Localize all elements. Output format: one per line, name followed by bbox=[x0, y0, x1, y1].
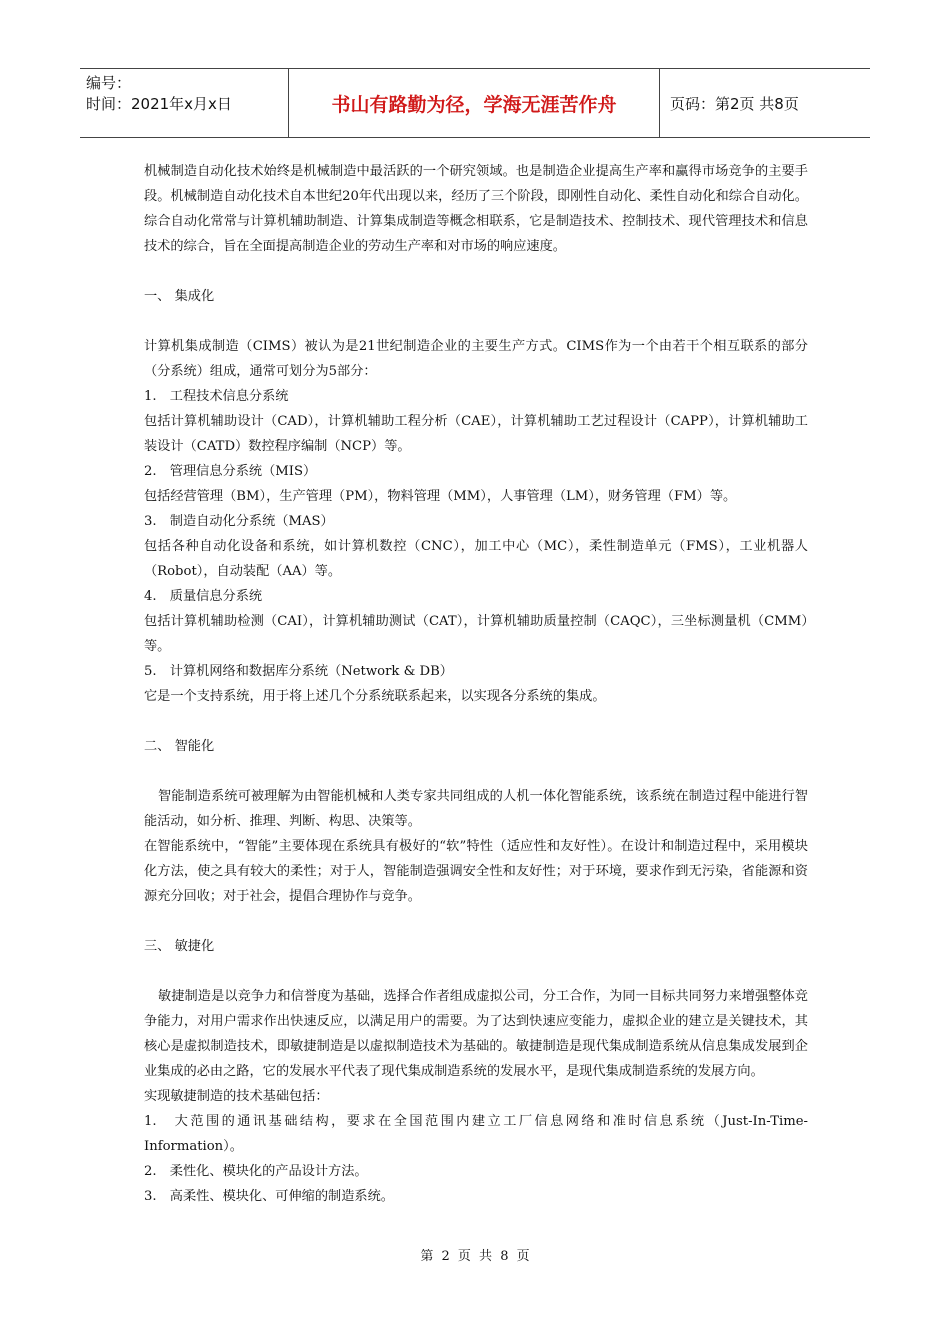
header-page-number: 页码：第2页 共8页 bbox=[670, 94, 799, 113]
list-item-description: 包括计算机辅助检测（CAI），计算机辅助测试（CAT），计算机辅助质量控制（CAQC），三坐标测量机（CMM）等。 bbox=[144, 614, 808, 654]
list-item: 2. 柔性化、模块化的产品设计方法。 bbox=[144, 1164, 368, 1179]
section-heading-integration: 一、 集成化 bbox=[144, 289, 215, 304]
cims-intro-paragraph: 计算机集成制造（CIMS）被认为是21世纪制造企业的主要生产方式。CIMS作为一个由若干个相互联系的部分（分系统）组成，通常可划分为5部分： bbox=[144, 339, 808, 379]
list-item-title: 5. 计算机网络和数据库分系统（Network & DB） bbox=[144, 664, 453, 679]
list-item-description: 包括各种自动化设备和系统，如计算机数控（CNC），加工中心（MC），柔性制造单元（FMS），工业机器人（Robot），自动装配（AA）等。 bbox=[144, 539, 808, 579]
agile-manufacturing-paragraph: 敏捷制造是以竞争力和信誉度为基础，选择合作者组成虚拟公司，分工合作，为同一目标共同努力来增强整体竞争能力，对用户需求作出快速反应，以满足用户的需要。为了达到快速应变能力，虚拟企业的建立是关键技术，其核心是虚拟制造技术，即敏捷制造是以虚拟制造技术为基础的。敏捷制造是现代集成制造系统从信息集成发展到企业集成的必由之路，它的发展水平代表了现代集成制造系统的发展水平，是现代集成制造系统的发展方向。 bbox=[144, 989, 808, 1079]
list-item-description: 它是一个支持系统，用于将上述几个分系统联系起来，以实现各分系统的集成。 bbox=[144, 689, 606, 704]
list-item-title: 4. 质量信息分系统 bbox=[144, 589, 263, 604]
list-item-title: 1. 工程技术信息分系统 bbox=[144, 389, 289, 404]
footer-page-number: 第 2 页 共 8 页 bbox=[420, 1249, 530, 1264]
page-header bbox=[80, 68, 870, 138]
document-date: 时间：2021年x月x日 bbox=[86, 95, 232, 113]
list-item-title: 3. 制造自动化分系统（MAS） bbox=[144, 514, 334, 529]
intro-paragraph: 机械制造自动化技术始终是机械制造中最活跃的一个研究领域。也是制造企业提高生产率和赢得市场竞争的主要手段。机械制造自动化技术自本世纪20年代出现以来，经历了三个阶段，即刚性自动化、柔性自动化和综合自动化。综合自动化常常与计算机辅助制造、计算集成制造等概念相联系，它是制造技术、控制技术、现代管理技术和信息技术的综合，旨在全面提高制造企业的劳动生产率和对市场的响应速度。 bbox=[144, 164, 808, 254]
intelligent-system-paragraph: 在智能系统中，“智能”主要体现在系统具有极好的“软”特性（适应性和友好性）。在设计和制造过程中，采用模块化方法，使之具有较大的柔性；对于人，智能制造强调安全性和友好性；对于环境，要求作到无污染，省能源和资源充分回收；对于社会，提倡合理协作与竞争。 bbox=[144, 839, 808, 904]
document-body bbox=[144, 159, 808, 1209]
document-number-label: 编号： bbox=[86, 74, 132, 92]
list-item: 1. 大范围的通讯基础结构，要求在全国范围内建立工厂信息网络和准时信息系统（Just-In-Time-Information）。 bbox=[144, 1114, 808, 1154]
section-heading-intelligence: 二、 智能化 bbox=[144, 739, 215, 754]
list-item-description: 包括计算机辅助设计（CAD），计算机辅助工程分析（CAE），计算机辅助工艺过程设计（CAPP），计算机辅助工装设计（CATD）数控程序编制（NCP）等。 bbox=[144, 414, 808, 454]
header-motto: 书山有路勤为径，学海无涯苦作舟 bbox=[289, 69, 660, 137]
header-info-cell bbox=[80, 69, 289, 137]
intelligent-manufacturing-paragraph: 智能制造系统可被理解为由智能机械和人类专家共同组成的人机一体化智能系统，该系统在制造过程中能进行智能活动，如分析、推理、判断、构思、决策等。 bbox=[144, 789, 808, 829]
page-footer bbox=[0, 1245, 950, 1264]
list-item-description: 包括经营管理（BM），生产管理（PM），物料管理（MM），人事管理（LM），财务管理（FM）等。 bbox=[144, 489, 737, 504]
agile-foundation-intro: 实现敏捷制造的技术基础包括： bbox=[144, 1089, 329, 1104]
section-heading-agility: 三、 敏捷化 bbox=[144, 939, 215, 954]
list-item-title: 2. 管理信息分系统（MIS） bbox=[144, 464, 317, 479]
list-item: 3. 高柔性、模块化、可伸缩的制造系统。 bbox=[144, 1189, 394, 1204]
